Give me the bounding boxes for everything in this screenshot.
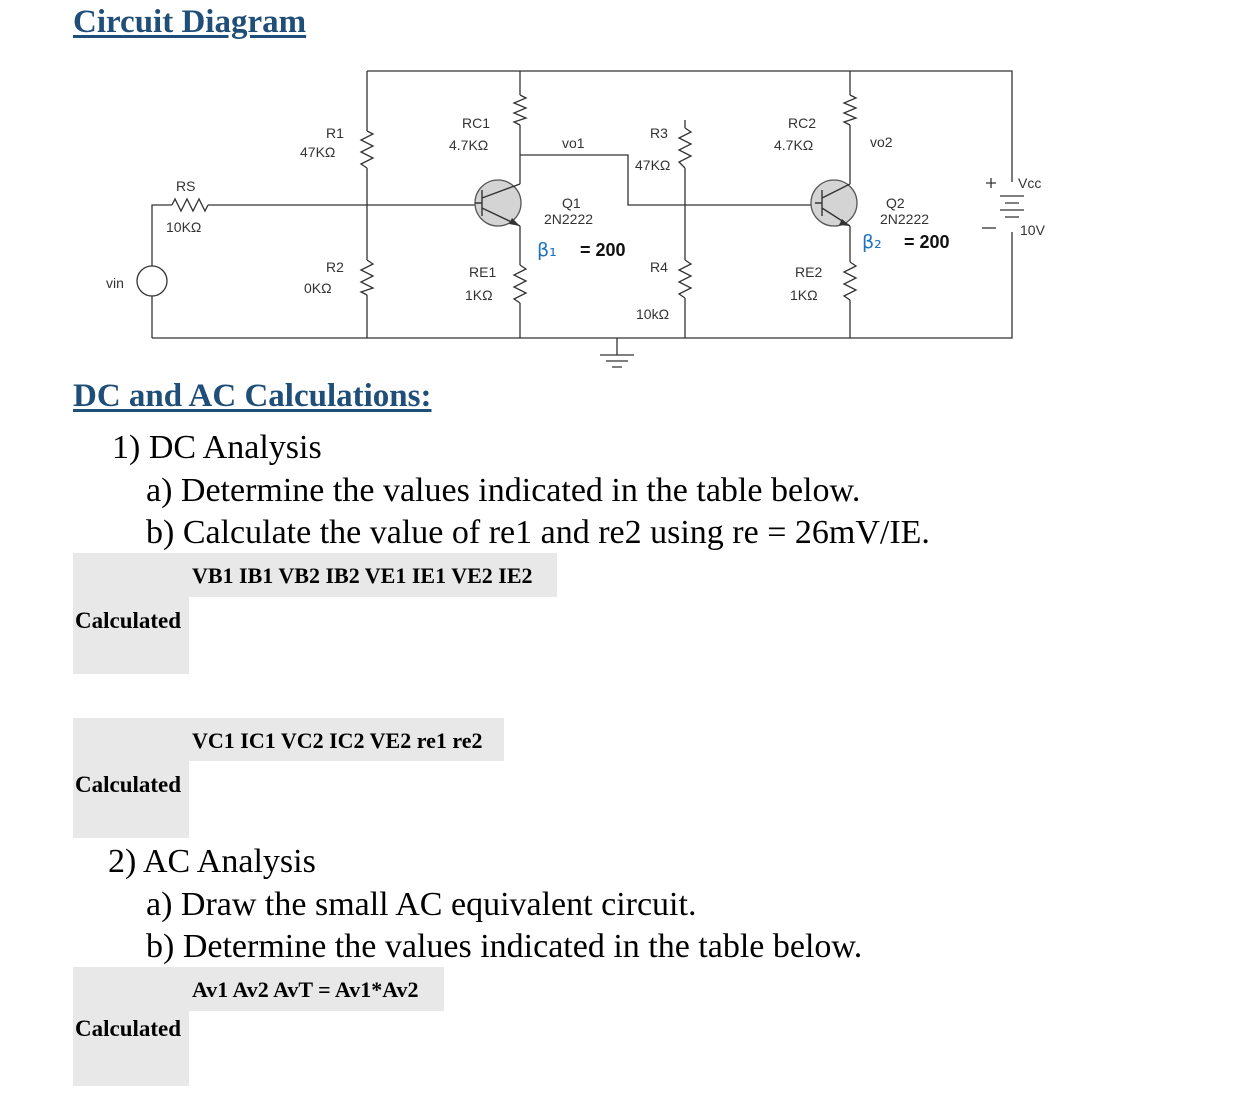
rs-value: 10KΩ	[166, 219, 202, 235]
vin-label: vin	[106, 275, 124, 291]
q1-label: Q1	[562, 195, 581, 211]
vcc-value: 10V	[1020, 222, 1045, 238]
vo2-label: vo2	[870, 134, 893, 150]
calculations-heading: DC and AC Calculations:	[73, 378, 432, 414]
beta2-symbol: β₂	[862, 231, 882, 253]
r2-value: 0KΩ	[304, 280, 332, 296]
vcc-label: Vcc	[1018, 175, 1042, 191]
dc-table-1-row-label: Calculated	[75, 608, 182, 633]
dc-item-b: b) Calculate the value of re1 and re2 using re = 26mV/IE.	[146, 514, 930, 551]
r3-value: 47KΩ	[635, 157, 671, 173]
beta1-value: = 200	[580, 240, 626, 260]
resistor-rc1	[514, 95, 526, 125]
resistor-r3	[679, 128, 691, 168]
re1-value: 1KΩ	[465, 287, 493, 303]
resistor-rc2	[844, 95, 856, 125]
rs-label: RS	[176, 178, 196, 194]
ac-item-b: b) Determine the values indicated in the table below.	[146, 928, 863, 965]
resistor-re2	[844, 262, 856, 300]
transistor-q1	[475, 180, 521, 226]
ac-table-header: Av1 Av2 AvT = Av1*Av2	[192, 977, 419, 1002]
q2-part: 2N2222	[880, 211, 930, 227]
transistor-q2	[811, 180, 857, 226]
r4-label: R4	[650, 259, 668, 275]
r4-value: 10kΩ	[636, 306, 670, 322]
ac-item-a: a) Draw the small AC equivalent circuit.	[146, 886, 697, 923]
dc-table-1-header: VB1 IB1 VB2 IB2 VE1 IE1 VE2 IE2	[192, 563, 533, 588]
resistor-re1	[514, 265, 526, 303]
beta2-value: = 200	[904, 232, 950, 252]
beta1-symbol: β₁	[537, 239, 557, 261]
resistor-r2	[361, 260, 373, 295]
resistor-r4	[679, 260, 691, 298]
vo1-label: vo1	[562, 135, 585, 151]
rc1-value: 4.7KΩ	[449, 137, 489, 153]
re2-label: RE2	[795, 264, 823, 280]
r2-label: R2	[326, 259, 344, 275]
ac-analysis-title: 2) AC Analysis	[108, 843, 316, 880]
re1-label: RE1	[469, 264, 497, 280]
resistor-r1	[361, 131, 373, 168]
dc-item-a: a) Determine the values indicated in the table below.	[146, 472, 861, 509]
q1-part: 2N2222	[544, 211, 594, 227]
r3-label: R3	[650, 125, 668, 141]
circuit-diagram	[0, 0, 1242, 380]
r1-value: 47KΩ	[300, 144, 336, 160]
re2-value: 1KΩ	[790, 287, 818, 303]
r1-label: R1	[326, 125, 344, 141]
q2-label: Q2	[886, 195, 905, 211]
circuit-diagram-heading: Circuit Diagram	[73, 4, 307, 40]
ac-table-row-label: Calculated	[75, 1016, 182, 1041]
rc2-value: 4.7KΩ	[774, 137, 814, 153]
dc-analysis-title: 1) DC Analysis	[112, 429, 322, 466]
vin-source	[137, 266, 167, 296]
resistor-rs	[172, 199, 208, 211]
rc2-label: RC2	[788, 115, 817, 131]
dc-table-2-row-label: Calculated	[75, 772, 182, 797]
dc-table-2-header: VC1 IC1 VC2 IC2 VE2 re1 re2	[192, 728, 483, 753]
rc1-label: RC1	[462, 115, 491, 131]
